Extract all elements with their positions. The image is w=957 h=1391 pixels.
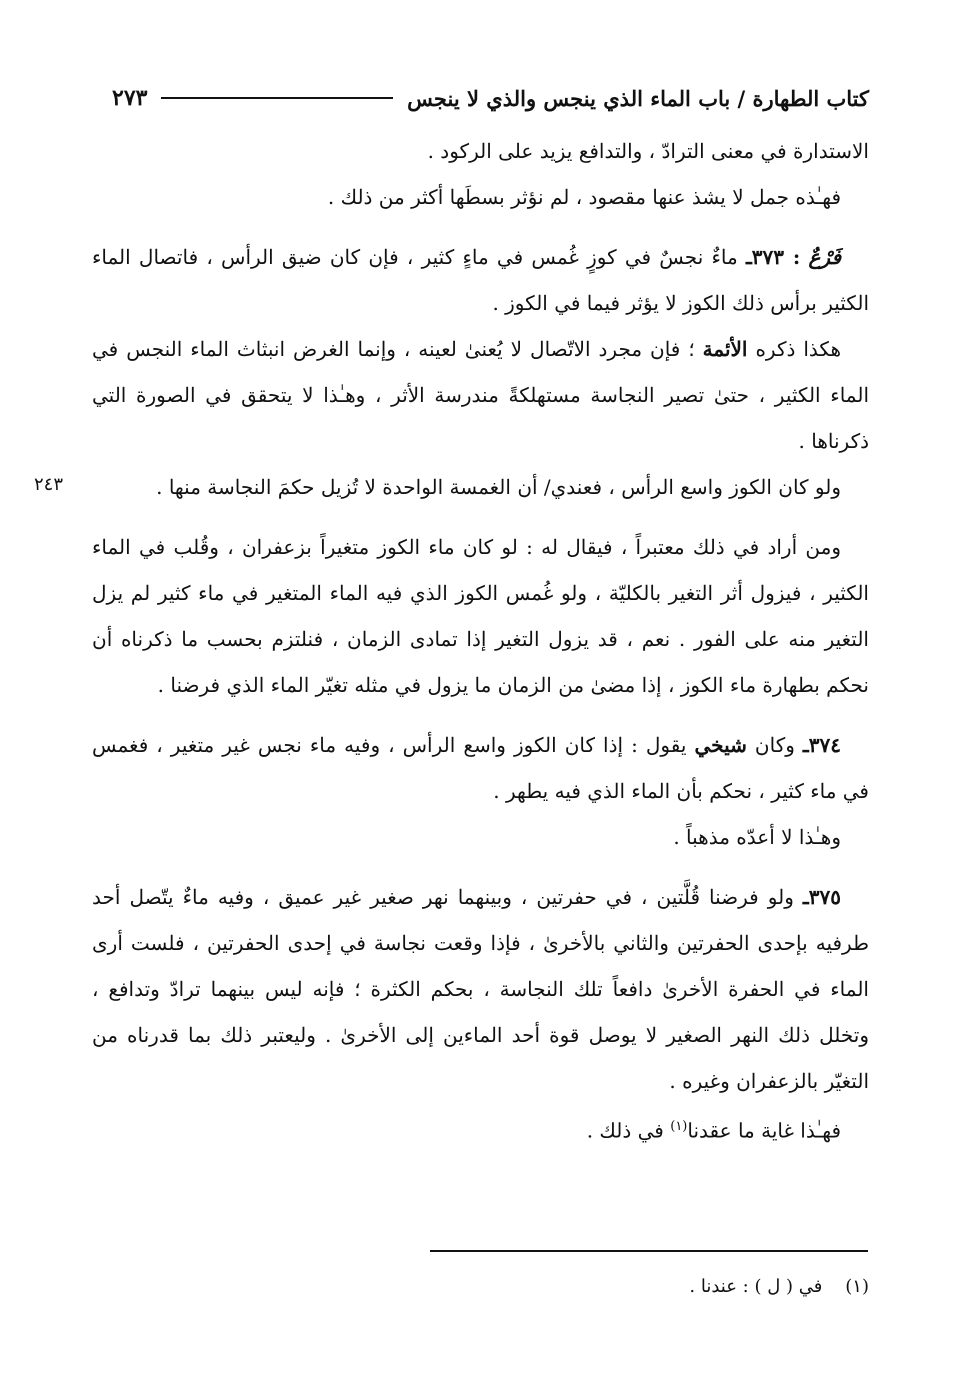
paragraph-2: فهـٰذه جمل لا يشذ عنها مقصود ، لم نؤثر بسطَها أكثر من ذلك . — [327, 185, 841, 209]
far-heading: فَرْعٌ — [808, 245, 842, 269]
keyword-aimma: الأئمة — [702, 337, 748, 361]
paragraph-375 — [92, 874, 869, 1104]
footnote-reference[interactable]: (١) — [670, 1119, 688, 1134]
paragraph-1: الاستدارة في معنى الترادّ ، والتدافع يزيد على الركود . — [427, 139, 869, 163]
keyword-shaykhi: شيخي — [694, 733, 747, 757]
paragraph-10 — [92, 1104, 869, 1154]
section-number-373: : ٣٧٣ـ — [745, 245, 801, 269]
footnote-marker: (١) — [845, 1276, 869, 1297]
paragraph-4-part-c: ؛ فإن مجرد الاتّصال لا يُعنىٰ لعينه ، وإنما الغرض انبثاث الماء النجس في الماء الكثير ، حتىٰ تصير النجاسة مستهلكةً مندرسة الأثر ، وهـٰذا لا يتحقق في الصورة التي ذكرناها . — [92, 337, 869, 453]
page-number: ٢٧٣ — [112, 85, 148, 111]
footnote-text: في ( ل ) : عندنا . — [689, 1276, 823, 1297]
paragraph-374-part-a: وكان — [754, 733, 795, 757]
paragraph-10-part-a: فهـٰذا غاية ما عقدنا — [687, 1118, 841, 1143]
paragraph-373 — [92, 234, 869, 326]
footnote — [689, 1276, 869, 1297]
header-title: كتاب الطهارة / باب الماء الذي ينجس والذي لا ينجس — [407, 85, 869, 111]
running-header — [112, 78, 869, 118]
paragraph-4 — [92, 326, 869, 464]
paragraph-374-part-c: يقول : إذا كان الكوز واسع الرأس ، وفيه ماء نجس غير متغير ، فغمس في ماء كثير ، نحكم بأن الماء الذي فيه يطهر . — [92, 733, 869, 803]
paragraph-4-part-a: هكذا ذكره — [755, 337, 842, 361]
paragraph-375-text: ولو فرضنا قُلَّتين ، في حفرتين ، وبينهما نهر صغير غير عميق ، وفيه ماءٌ يتّصل أحد طرفيه بإحدى الحفرتين والثاني بالأخرىٰ ، فإذا وقعت نجاسة في إحدى الحفرتين ، فلست أرى الماء في الحفرة الأخرىٰ دافعاً تلك النجاسة ، بحكم الكثرة ؛ فإنه ليس بينهما ترادّ وتدافع ، وتخلل ذلك النهر الصغير لا يوصل قوة أحد الماءين إلى الأخرىٰ . وليعتبر ذلك بما قدرناه من التغيّر بالزعفران وغيره . — [92, 885, 869, 1093]
section-number-375: ٣٧٥ـ — [802, 885, 842, 909]
section-number-374: ٣٧٤ـ — [802, 733, 842, 757]
margin-page-number: ٢٤٣ — [34, 474, 64, 495]
paragraph-6: ومن أراد في ذلك معتبراً ، فيقال له : لو كان ماء الكوز متغيراً بزعفران ، وقُلب في الماء الكثير ، فيزول أثر التغير بالكليّة ، ولو غُمس الكوز الذي فيه الماء المتغير في ماء كثير لم يزل التغير منه على الفور . نعم ، قد يزول التغير إذا تمادى الزمان ، فنلتزم بحسب ما ذكرناه أن نحكم بطهارة ماء الكوز ، إذا مضىٰ من الزمان ما يزول في مثله تغيّر الماء الذي فرضنا . — [92, 535, 869, 697]
paragraph-10-part-b: في ذلك . — [586, 1118, 664, 1143]
footnote-separator — [430, 1250, 868, 1252]
paragraph-373-text: ماءٌ نجسٌ في كوزٍ غُمس في ماءٍ كثير ، فإن كان ضيق الرأس ، فاتصال الماء الكثير برأس ذلك الكوز لا يؤثر فيما في الكوز . — [92, 245, 869, 315]
header-rule — [161, 97, 393, 99]
main-text — [92, 128, 869, 1154]
paragraph-8: وهـٰذا لا أعدّه مذهباً . — [673, 825, 841, 849]
paragraph-5: ولو كان الكوز واسع الرأس ، فعندي/ أن الغمسة الواحدة لا تُزيل حكمَ النجاسة منها . — [156, 475, 841, 499]
paragraph-374 — [92, 722, 869, 814]
